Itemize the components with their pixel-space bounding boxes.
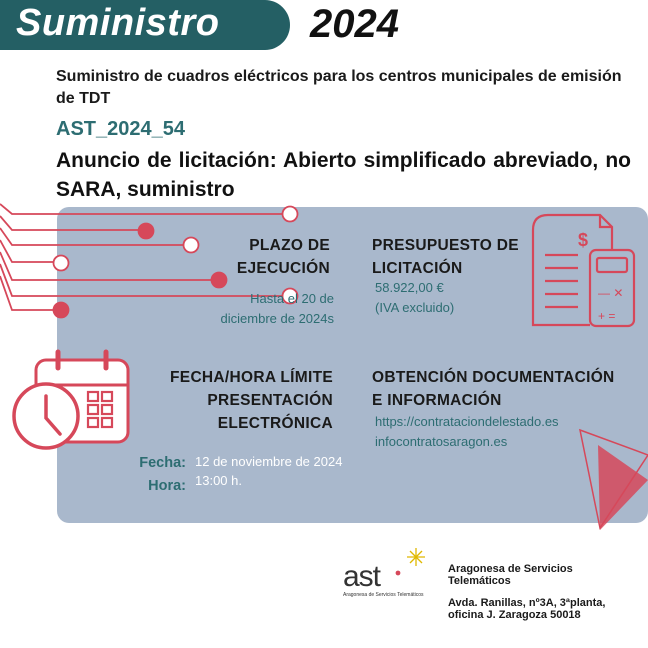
- ast-logo-subtitle: Aragonesa de Servicios Telemáticos: [343, 592, 424, 598]
- plazo-value-line1: Hasta el 20 de: [250, 291, 334, 306]
- presupuesto-amount: 58.922,00 €: [375, 280, 444, 295]
- org-name-line1: Aragonesa de Servicios: [448, 563, 573, 575]
- invoice-calculator-icon: [533, 215, 634, 326]
- address-line1: Avda. Ranillas, nº3A, 3ªplanta,: [448, 597, 606, 609]
- subject-text: Suministro de cuadros eléctricos para los centros municipales de emisión de TDT: [56, 68, 622, 107]
- fecha-values: [195, 452, 375, 490]
- notice-text: Anuncio de licitación: Abierto simplificado abreviado, no SARA, suministro: [56, 149, 631, 201]
- presupuesto-heading: [372, 234, 532, 280]
- org-name: [448, 563, 628, 587]
- obtencion-heading-line2: E INFORMACIÓN: [372, 392, 502, 409]
- plazo-heading-line2: EJECUCIÓN: [236, 260, 330, 277]
- org-name-line2: Telemáticos: [448, 575, 511, 587]
- plazo-heading: [210, 234, 330, 280]
- hora-value: 13:00 h.: [195, 473, 242, 488]
- fecha-label: Fecha:: [139, 455, 186, 471]
- presupuesto-note: (IVA excluido): [375, 300, 455, 315]
- obtencion-heading: [372, 366, 642, 412]
- plazo-value: [196, 289, 334, 329]
- org-address: [448, 597, 638, 621]
- calendar-clock-icon: [14, 352, 128, 448]
- svg-text:$: $: [578, 230, 589, 250]
- plazo-heading-line1: PLAZO DE: [249, 237, 330, 254]
- fecha-value: 12 de noviembre de 2024: [195, 454, 343, 469]
- fecha-heading-line1: FECHA/HORA LÍMITE: [170, 369, 333, 386]
- fecha-limite-heading: [148, 366, 333, 435]
- obtencion-heading-line1: OBTENCIÓN DOCUMENTACIÓN: [372, 369, 615, 386]
- fecha-labels: [130, 452, 186, 498]
- obtencion-links: [375, 412, 635, 452]
- ast-logo: ast: [343, 560, 381, 593]
- banner-label: Suministro: [16, 2, 220, 44]
- hora-label: Hora:: [148, 478, 186, 494]
- presupuesto-heading-line1: PRESUPUESTO DE: [372, 237, 519, 254]
- link-contratacion[interactable]: https://contrataciondelestado.es: [375, 414, 559, 429]
- link-infocontratos[interactable]: infocontratosaragon.es: [375, 434, 508, 449]
- logo-sparkle-icon: [396, 548, 425, 575]
- year-label: 2024: [310, 2, 399, 46]
- plazo-value-line2: diciembre de 2024s: [220, 311, 334, 326]
- fecha-heading-line2: PRESENTACIÓN: [207, 392, 333, 409]
- presupuesto-heading-line2: LICITACIÓN: [372, 260, 463, 277]
- fecha-heading-line3: ELECTRÓNICA: [217, 415, 333, 432]
- svg-text:— ✕: — ✕: [598, 286, 624, 300]
- reference-code: AST_2024_54: [56, 118, 185, 140]
- presupuesto-value: [375, 278, 505, 318]
- address-line2: oficina J. Zaragoza 50018: [448, 609, 581, 621]
- svg-text:+ =: + =: [598, 309, 616, 323]
